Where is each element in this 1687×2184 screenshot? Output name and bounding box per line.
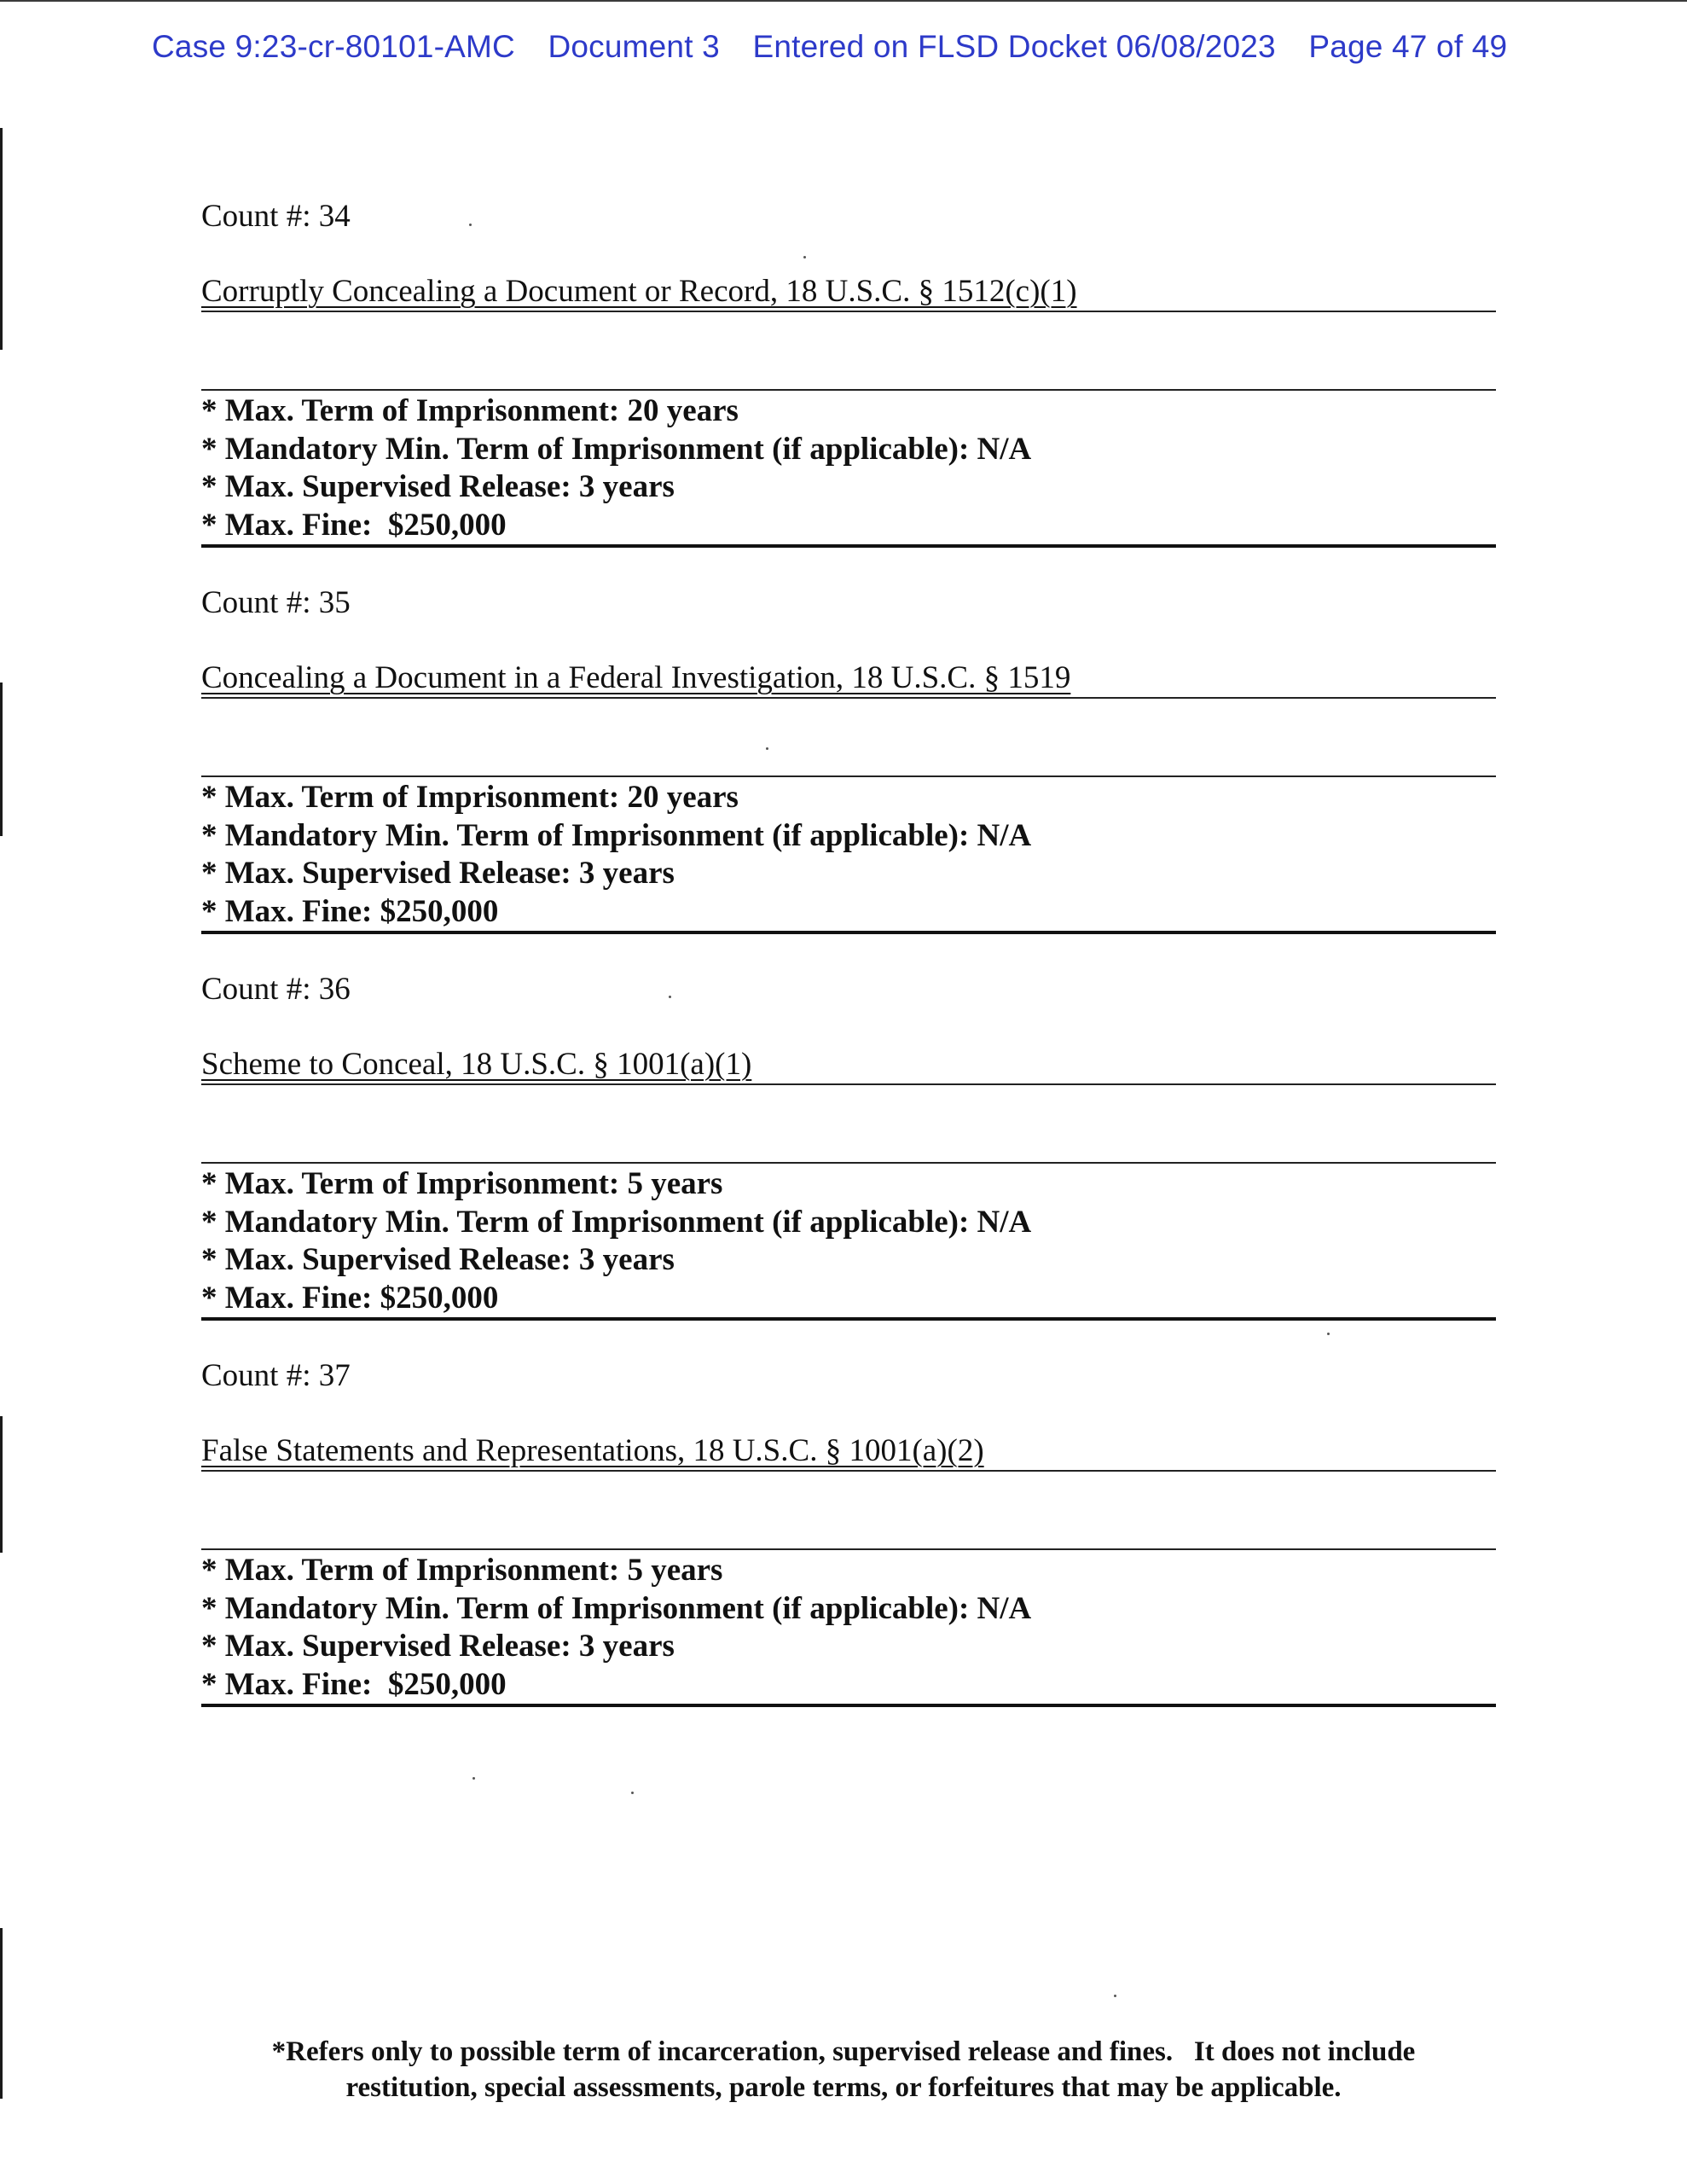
supervised-release: * Max. Supervised Release: 3 years xyxy=(201,856,675,891)
blank-line xyxy=(201,1548,1496,1550)
scan-edge-mark xyxy=(0,682,3,836)
scan-speck xyxy=(669,996,671,998)
offense-line xyxy=(201,659,1496,699)
penalty-list xyxy=(201,1165,1496,1321)
mandatory-min: * Mandatory Min. Term of Imprisonment (if applicable): N/A xyxy=(201,817,1032,853)
docket-header xyxy=(152,29,1507,65)
max-term: * Max. Term of Imprisonment: 20 years xyxy=(201,780,739,815)
supervised-release: * Max. Supervised Release: 3 years xyxy=(201,1242,675,1277)
scan-speck xyxy=(469,224,472,226)
scan-speck xyxy=(1327,1333,1330,1335)
max-fine: * Max. Fine: $250,000 xyxy=(201,1280,499,1316)
supervised-release: * Max. Supervised Release: 3 years xyxy=(201,1629,675,1664)
count-label: Count #: 37 xyxy=(201,1358,351,1393)
offense-text: Scheme to Conceal, 18 U.S.C. § 1001(a)(1) xyxy=(201,1047,752,1082)
document-number: Document 3 xyxy=(548,29,720,64)
scan-edge-mark xyxy=(0,1928,3,2099)
blank-line xyxy=(201,389,1496,391)
count-label: Count #: 34 xyxy=(201,199,351,234)
offense-line xyxy=(201,1046,1496,1085)
mandatory-min: * Mandatory Min. Term of Imprisonment (if applicable): N/A xyxy=(201,1204,1032,1240)
max-term: * Max. Term of Imprisonment: 5 years xyxy=(201,1553,723,1588)
max-fine: * Max. Fine: $250,000 xyxy=(201,893,499,929)
page-number: Page 47 of 49 xyxy=(1308,29,1508,64)
page-top-border xyxy=(0,0,1687,2)
offense-text: False Statements and Representations, 18 U.S.C. § 1001(a)(2) xyxy=(201,1433,984,1468)
offense-line xyxy=(201,1432,1496,1472)
max-term: * Max. Term of Imprisonment: 20 years xyxy=(201,393,739,428)
penalty-list xyxy=(201,1552,1496,1707)
offense-line xyxy=(201,273,1496,312)
scan-edge-mark xyxy=(0,1416,3,1553)
scan-speck xyxy=(803,256,806,258)
count-block xyxy=(201,198,1496,584)
scan-speck xyxy=(631,1792,634,1794)
count-label: Count #: 35 xyxy=(201,585,351,620)
offense-text: Concealing a Document in a Federal Investigation, 18 U.S.C. § 1519 xyxy=(201,660,1071,695)
mandatory-min: * Mandatory Min. Term of Imprisonment (if applicable): N/A xyxy=(201,1590,1032,1626)
penalty-sheet xyxy=(201,198,1496,1744)
scan-speck xyxy=(766,747,768,750)
mandatory-min: * Mandatory Min. Term of Imprisonment (if applicable): N/A xyxy=(201,431,1032,467)
supervised-release: * Max. Supervised Release: 3 years xyxy=(201,469,675,504)
case-number: Case 9:23-cr-80101-AMC xyxy=(152,29,515,64)
count-label: Count #: 36 xyxy=(201,972,351,1007)
footnote-line: restitution, special assessments, parole terms, or forfeitures that may be applicable. xyxy=(345,2072,1342,2103)
penalty-list xyxy=(201,392,1496,548)
docket-entry-date: Entered on FLSD Docket 06/08/2023 xyxy=(752,29,1276,64)
blank-line xyxy=(201,775,1496,777)
count-block xyxy=(201,971,1496,1357)
footnote xyxy=(171,2034,1516,2106)
scan-edge-mark xyxy=(0,128,3,350)
blank-line xyxy=(201,1162,1496,1164)
count-block xyxy=(201,584,1496,971)
footnote-line: *Refers only to possible term of incarceration, supervised release and fines. It does not include xyxy=(271,2036,1416,2067)
penalty-list xyxy=(201,779,1496,934)
max-fine: * Max. Fine: $250,000 xyxy=(201,1666,507,1702)
scan-speck xyxy=(1114,1995,1116,1997)
max-fine: * Max. Fine: $250,000 xyxy=(201,507,507,543)
max-term: * Max. Term of Imprisonment: 5 years xyxy=(201,1166,723,1201)
scan-speck xyxy=(472,1777,475,1780)
offense-text: Corruptly Concealing a Document or Record, 18 U.S.C. § 1512(c)(1) xyxy=(201,274,1077,309)
count-block xyxy=(201,1357,1496,1744)
